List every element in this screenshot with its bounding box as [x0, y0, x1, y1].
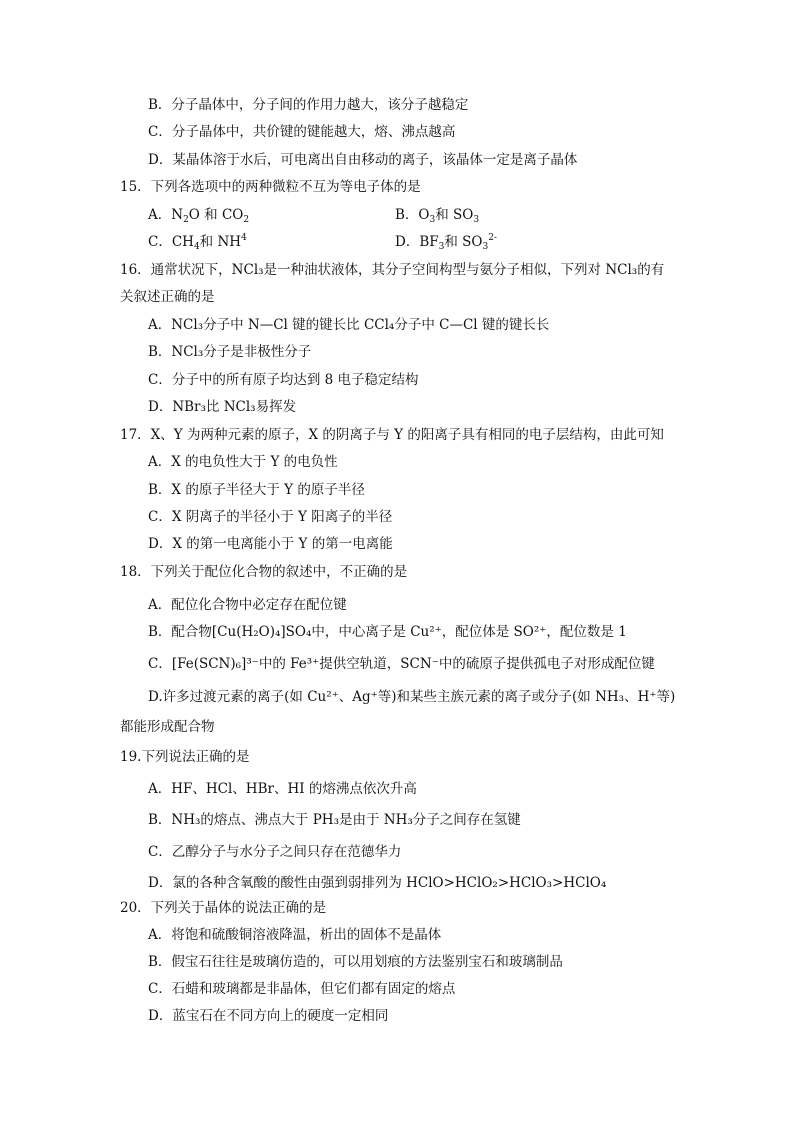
q14-option-d: D．某晶体溶于水后，可电离出自由移动的离子，该晶体一定是离子晶体: [148, 152, 578, 168]
q16-option-a: A．NCl₃分子中 N—Cl 键的键长比 CCl₄分子中 C—Cl 键的键长长: [148, 317, 550, 333]
q20-option-c: C．石蜡和玻璃都是非晶体，但它们都有固定的熔点: [148, 981, 456, 997]
q17-stem: 17．X、Y 为两种元素的原子，X 的阴离子与 Y 的阳离子具有相同的电子层结构，由此可知: [120, 427, 664, 443]
q18-option-a: A．配位化合物中必定存在配位键: [148, 597, 347, 613]
q15-stem: 15．下列各选项中的两种微粒不互为等电子体的是: [120, 179, 421, 195]
q16-stem-line1: 16．通常状况下，NCl₃是一种油状液体，其分子空间构型与氨分子相似，下列对 NCl₃的有: [120, 262, 665, 278]
q16-option-b: B．NCl₃分子是非极性分子: [148, 344, 312, 360]
q15-option-c: C．$CH_4$和 $NH^4$: [148, 233, 247, 252]
q17-option-a: A．X 的电负性大于 Y 的电负性: [148, 454, 338, 470]
q19-option-b: B．NH₃的熔点、沸点大于 PH₃是由于 NH₃分子之间存在氢键: [148, 812, 521, 828]
q14-option-c: C．分子晶体中，共价键的键能越大，熔、沸点越高: [148, 124, 456, 140]
q18-stem: 18．下列关于配位化合物的叙述中，不正确的是: [120, 564, 408, 580]
q18-option-d-line1: D.许多过渡元素的离子(如 Cu²⁺、Ag⁺等)和某些主族元素的离子或分子(如 NH₃、H⁺等): [148, 689, 676, 705]
q17-option-d: D．X 的第一电离能小于 Y 的第一电离能: [148, 536, 393, 552]
q18-option-c: C．[Fe(SCN)₆]³⁻中的 Fe³⁺提供空轨道，SCN⁻中的硫原子提供孤电子对形成配位键: [148, 656, 655, 672]
q16-option-d: D．NBr₃比 NCl₃易挥发: [148, 399, 297, 415]
q19-stem: 19.下列说法正确的是: [120, 749, 250, 765]
q19-option-a: A．HF、HCl、HBr、HI 的熔沸点依次升高: [148, 781, 417, 797]
q19-option-d: D．氯的各种含氧酸的酸性由强到弱排列为 HClO>HClO₂>HClO₃>HClO₄: [148, 875, 607, 891]
q14-option-b: B．分子晶体中，分子间的作用力越大，该分子越稳定: [148, 97, 469, 113]
q16-stem-line2: 关叙述正确的是: [120, 289, 215, 305]
q18-option-b: B．配合物[Cu(H₂O)₄]SO₄中，中心离子是 Cu²⁺，配位体是 SO²⁺，配位数是 1: [148, 624, 627, 640]
q17-option-b: B．X 的原子半径大于 Y 的原子半径: [148, 482, 365, 498]
q15-option-d: D．$BF_3$和 $SO_3^{2-}$: [395, 233, 497, 252]
q20-option-a: A．将饱和硫酸铜溶液降温，析出的固体不是晶体: [148, 927, 442, 943]
q19-option-c: C．乙醇分子与水分子之间只存在范德华力: [148, 844, 402, 860]
q20-option-b: B．假宝石往往是玻璃仿造的，可以用划痕的方法鉴别宝石和玻璃制品: [148, 954, 563, 970]
q20-option-d: D．蓝宝石在不同方向上的硬度一定相同: [148, 1008, 389, 1024]
q15-option-b: B．$O_3$和 $SO_3$: [395, 207, 480, 225]
q18-option-d-line2: 都能形成配合物: [120, 719, 215, 735]
q16-option-c: C．分子中的所有原子均达到 8 电子稳定结构: [148, 372, 419, 388]
q17-option-c: C．X 阴离子的半径小于 Y 阳离子的半径: [148, 509, 393, 525]
q20-stem: 20．下列关于晶体的说法正确的是: [120, 900, 327, 916]
q15-option-a: A．$N_2O$ 和 $CO_2$: [148, 207, 250, 225]
